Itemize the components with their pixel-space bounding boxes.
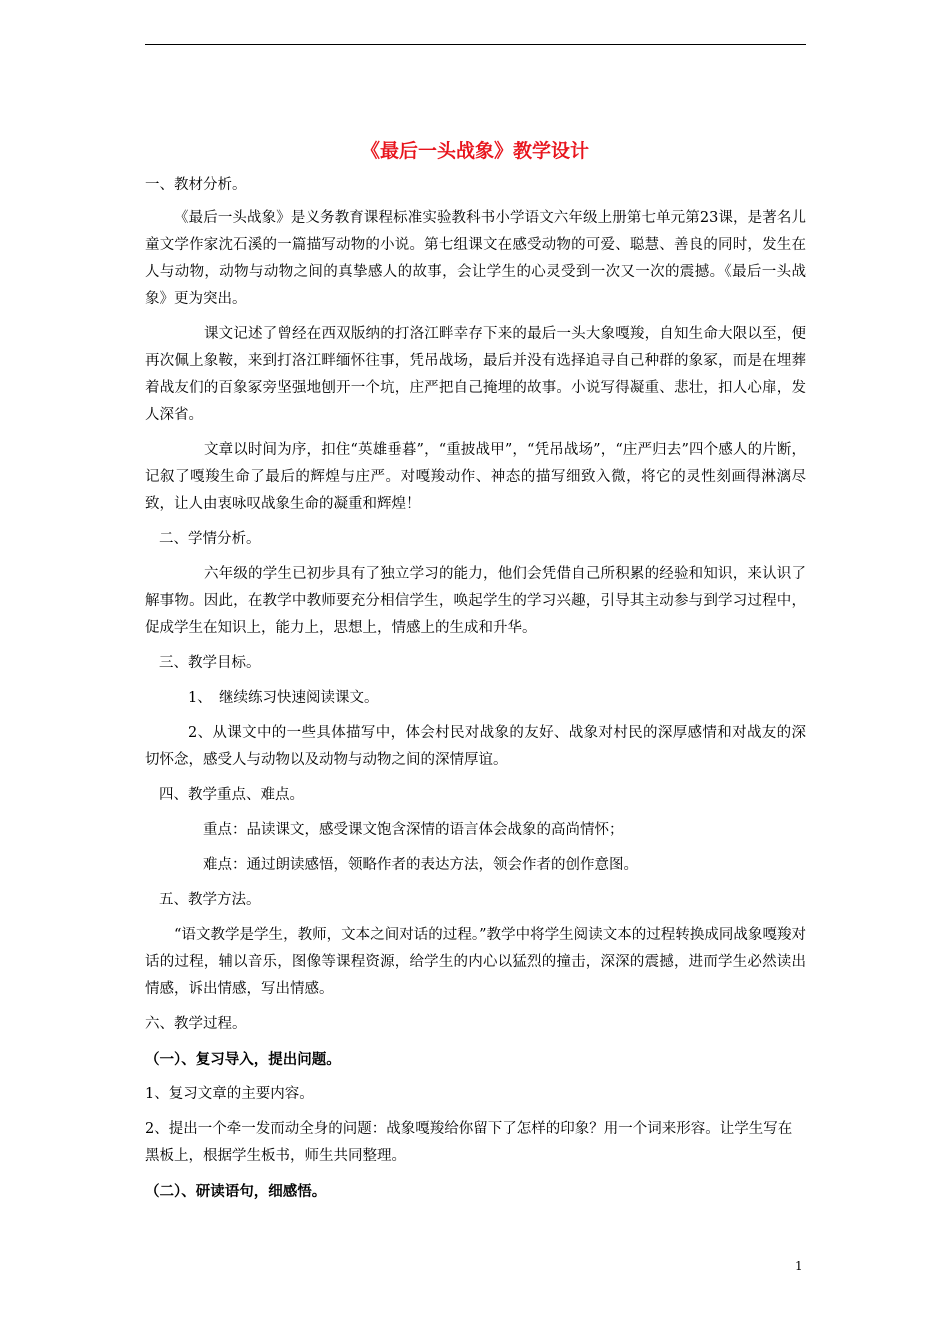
- subsection-heading: （二）、研读语句，细感悟。: [145, 1183, 327, 1200]
- list-item: 2、从课文中的一些具体描写中，体会村民对战象的友好、战象对村民的深厚感情和对战友的深切怀念，感受人与动物以及动物与动物之间的深情厚谊。: [145, 725, 806, 768]
- paragraph: 六年级的学生已初步具有了独立学习的能力，他们会凭借自己所积累的经验和知识，来认识了解事物。因此，在教学中教师要充分相信学生，唤起学生的学习兴趣，引导其主动参与到学习过程中，促成学生在知识上，能力上，思想上，情感上的生成和升华。: [145, 566, 806, 636]
- section-heading-teaching-goals: 三、教学目标。: [159, 655, 261, 671]
- key-point-text: 重点：品读课文，感受课文饱含深情的语言体会战象的高尚情怀；: [203, 822, 624, 838]
- step-text: 1、复习文章的主要内容。: [145, 1086, 314, 1102]
- section-heading-textbook-analysis: 一、教材分析。: [145, 177, 247, 193]
- section-heading-teaching-process: 六、教学过程。: [145, 1016, 247, 1032]
- subsection-heading: （一）、复习导入，提出问题。: [145, 1051, 341, 1068]
- page-number: 1: [795, 1259, 803, 1273]
- list-item: 1、 继续练习快速阅读课文。: [188, 690, 379, 706]
- paragraph: 《最后一头战象》是义务教育课程标准实验教科书小学语文六年级上册第七单元第23课，是著名儿童文学作家沈石溪的一篇描写动物的小说。第七组课文在感受动物的可爱、聪慧、善良的同时，发生在人与动物，动物与动物之间的真挚感人的故事，会让学生的心灵受到一次又一次的震撼。《最后一头战象》更为突出。: [145, 210, 806, 307]
- paragraph: “语文教学是学生，教师，文本之间对话的过程。”教学中将学生阅读文本的过程转换成同战象嘎羧对话的过程，辅以音乐，图像等课程资源，给学生的内心以猛烈的撞击，深深的震撼，进而学生必然读出情感，诉出情感，写出情感。: [145, 927, 806, 997]
- paragraph: 课文记述了曾经在西双版纳的打洛江畔幸存下来的最后一头大象嘎羧，自知生命大限以至，便再次佩上象鞍，来到打洛江畔缅怀往事，凭吊战场，最后并没有选择追寻自己种群的象冢，而是在埋葬着战友们的百象冢旁坚强地刨开一个坑，庄严把自己掩埋的故事。小说写得凝重、悲壮，扣人心扉，发人深省。: [145, 326, 806, 423]
- document-body: [145, 172, 806, 1205]
- difficulty-text: 难点：通过朗读感悟，领略作者的表达方法，领会作者的创作意图。: [203, 857, 638, 873]
- section-heading-teaching-methods: 五、教学方法。: [159, 892, 261, 908]
- paragraph: 文章以时间为序，扣住“英雄垂暮”，“重披战甲”，“凭吊战场”，“庄严归去”四个感人的片断，记叙了嘎羧生命了最后的辉煌与庄严。对嘎羧动作、神态的描写细致入微，将它的灵性刻画得淋漓尽致，让人由衷咏叹战象生命的凝重和辉煌！: [145, 442, 806, 512]
- section-heading-key-points: 四、教学重点、难点。: [159, 787, 304, 803]
- document-title: 《最后一头战象》教学设计: [360, 140, 589, 162]
- step-text: 2、提出一个牵一发而动全身的问题：战象嘎羧给你留下了怎样的印象？用一个词来形容。让学生写在黑板上，根据学生板书，师生共同整理。: [145, 1121, 793, 1164]
- section-heading-student-analysis: 二、学情分析。: [159, 531, 261, 547]
- header-rule: [145, 44, 806, 45]
